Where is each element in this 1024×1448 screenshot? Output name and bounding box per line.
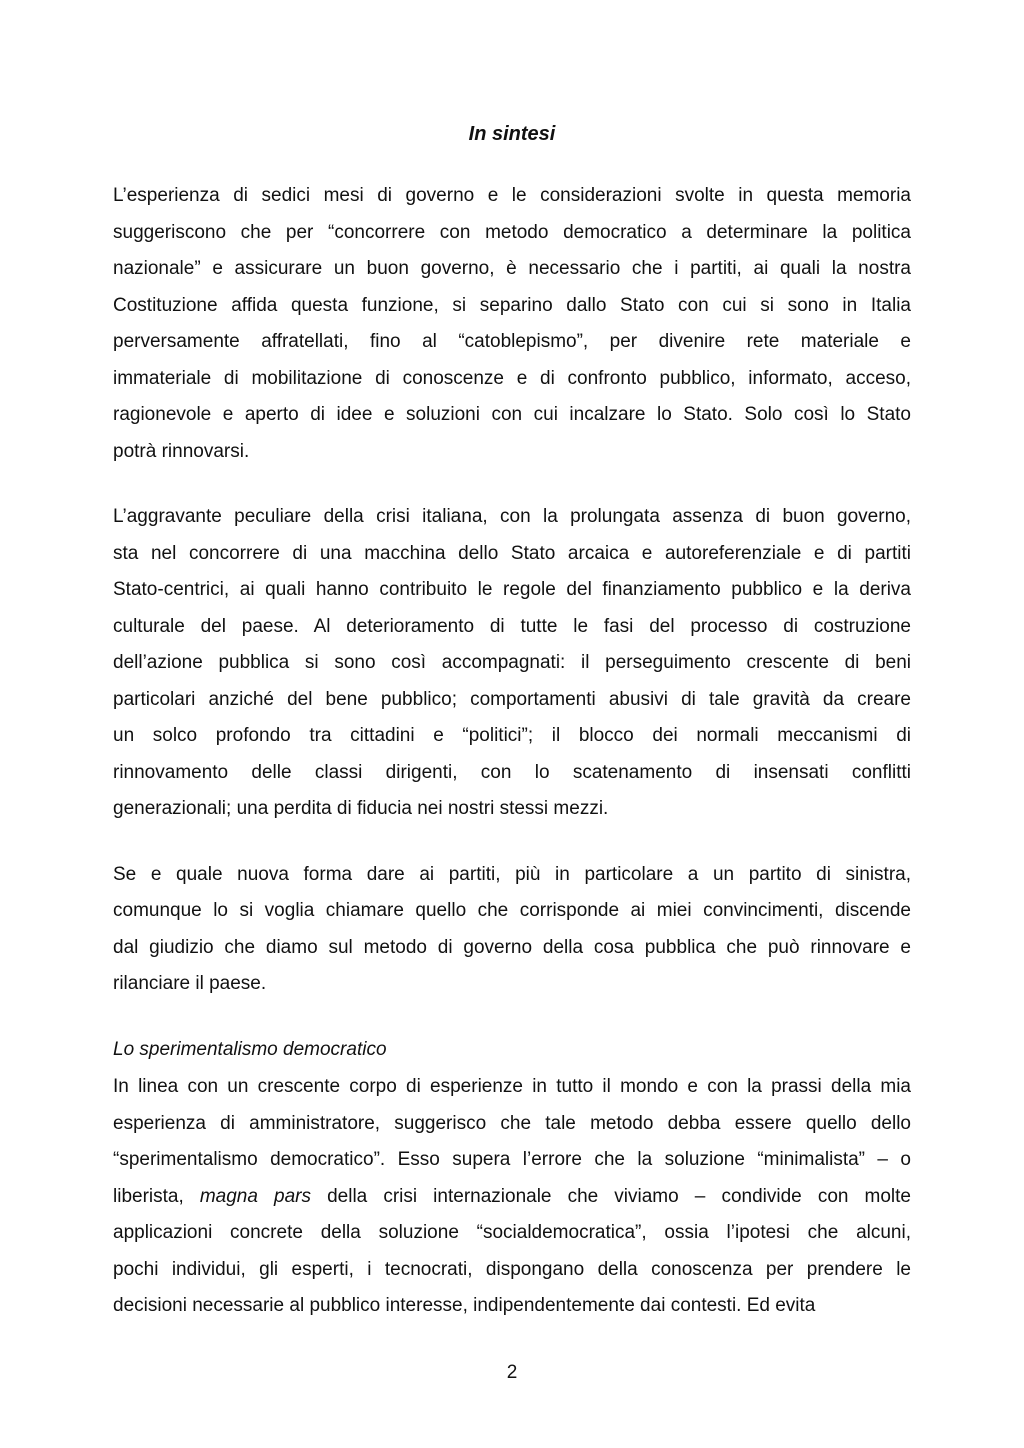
text-line: L’aggravante peculiare della crisi italiana, con la prolungata assenza di buon governo, <box>113 506 911 527</box>
text-line: suggeriscono che per “concorrere con metodo democratico a determinare la politica <box>113 221 911 243</box>
text-line: perversamente affratellati, fino al “catoblepismo”, per divenire rete materiale e <box>113 331 911 352</box>
text-line: Stato-centrici, ai quali hanno contribuito le regole del finanziamento pubblico e la deriva <box>113 579 911 600</box>
paragraph <box>113 499 911 828</box>
text-segment: della crisi internazionale che viviamo – condivide con molte <box>311 1185 912 1207</box>
text-line: immateriale di mobilitazione di conoscenze e di confronto pubblico, informato, acceso, <box>113 367 911 389</box>
text-line: applicazioni concrete della soluzione “socialdemocratica”, ossia l’ipotesi che alcuni, <box>113 1222 911 1243</box>
text-line: decisioni necessarie al pubblico interesse, indipendentemente dai contesti. Ed evita <box>113 1295 816 1316</box>
text-line <box>113 1179 911 1216</box>
text-line: pochi individui, gli esperti, i tecnocrati, dispongano della conoscenza per prendere le <box>113 1258 911 1280</box>
text-line: Se e quale nuova forma dare ai partiti, più in particolare a un partito di sinistra, <box>113 863 911 885</box>
italic-text-segment: magna pars <box>199 1185 311 1207</box>
text-line: “sperimentalismo democratico”. Esso supera l’errore che la soluzione “minimalista” – o <box>113 1149 911 1170</box>
text-line: rinnovamento delle classi dirigenti, con lo scatenamento di insensati conflitti <box>113 761 911 783</box>
text-line: particolari anziché del bene pubblico; comportamenti abusivi di tale gravità da creare <box>113 688 911 710</box>
text-line: ragionevole e aperto di idee e soluzioni con cui incalzare lo Stato. Solo così lo Stato <box>113 404 911 425</box>
paragraph <box>113 857 911 1003</box>
text-line: culturale del paese. Al deterioramento di tutte le fasi del processo di costruzione <box>113 615 911 637</box>
text-line: nazionale” e assicurare un buon governo, è necessario che i partiti, ai quali la nostra <box>113 258 911 279</box>
document-title: In sintesi <box>468 123 556 145</box>
paragraph <box>113 178 911 470</box>
text-line: Lo sperimentalismo democratico <box>113 1038 387 1060</box>
text-line: In linea con un crescente corpo di esperienze in tutto il mondo e con la prassi della mia <box>113 1076 911 1097</box>
text-line: potrà rinnovarsi. <box>113 440 250 462</box>
paragraph <box>113 1069 911 1325</box>
section-heading <box>113 1032 911 1069</box>
text-line: generazionali; una perdita di fiducia nei nostri stessi mezzi. <box>113 798 609 819</box>
text-line: dell’azione pubblica si sono così accompagnati: il perseguimento crescente di beni <box>113 652 911 673</box>
document-body <box>113 0 911 1325</box>
text-segment: liberista, <box>113 1185 200 1207</box>
page-number: 2 <box>506 1362 518 1383</box>
text-line: sta nel concorrere di una macchina dello Stato arcaica e autoreferenziale e di partiti <box>113 542 911 564</box>
text-line: rilanciare il paese. <box>113 973 267 994</box>
text-line: Costituzione affida questa funzione, si separino dallo Stato con cui si sono in Italia <box>113 294 911 316</box>
text-line: L’esperienza di sedici mesi di governo e le considerazioni svolte in questa memoria <box>113 185 911 206</box>
text-line: comunque lo si voglia chiamare quello che corrisponde ai miei convincimenti, discende <box>113 900 911 921</box>
text-line: esperienza di amministratore, suggerisco che tale metodo debba essere quello dello <box>113 1112 911 1134</box>
text-line: dal giudizio che diamo sul metodo di governo della cosa pubblica che può rinnovare e <box>113 936 911 958</box>
text-line: un solco profondo tra cittadini e “politici”; il blocco dei normali meccanismi di <box>113 725 911 746</box>
